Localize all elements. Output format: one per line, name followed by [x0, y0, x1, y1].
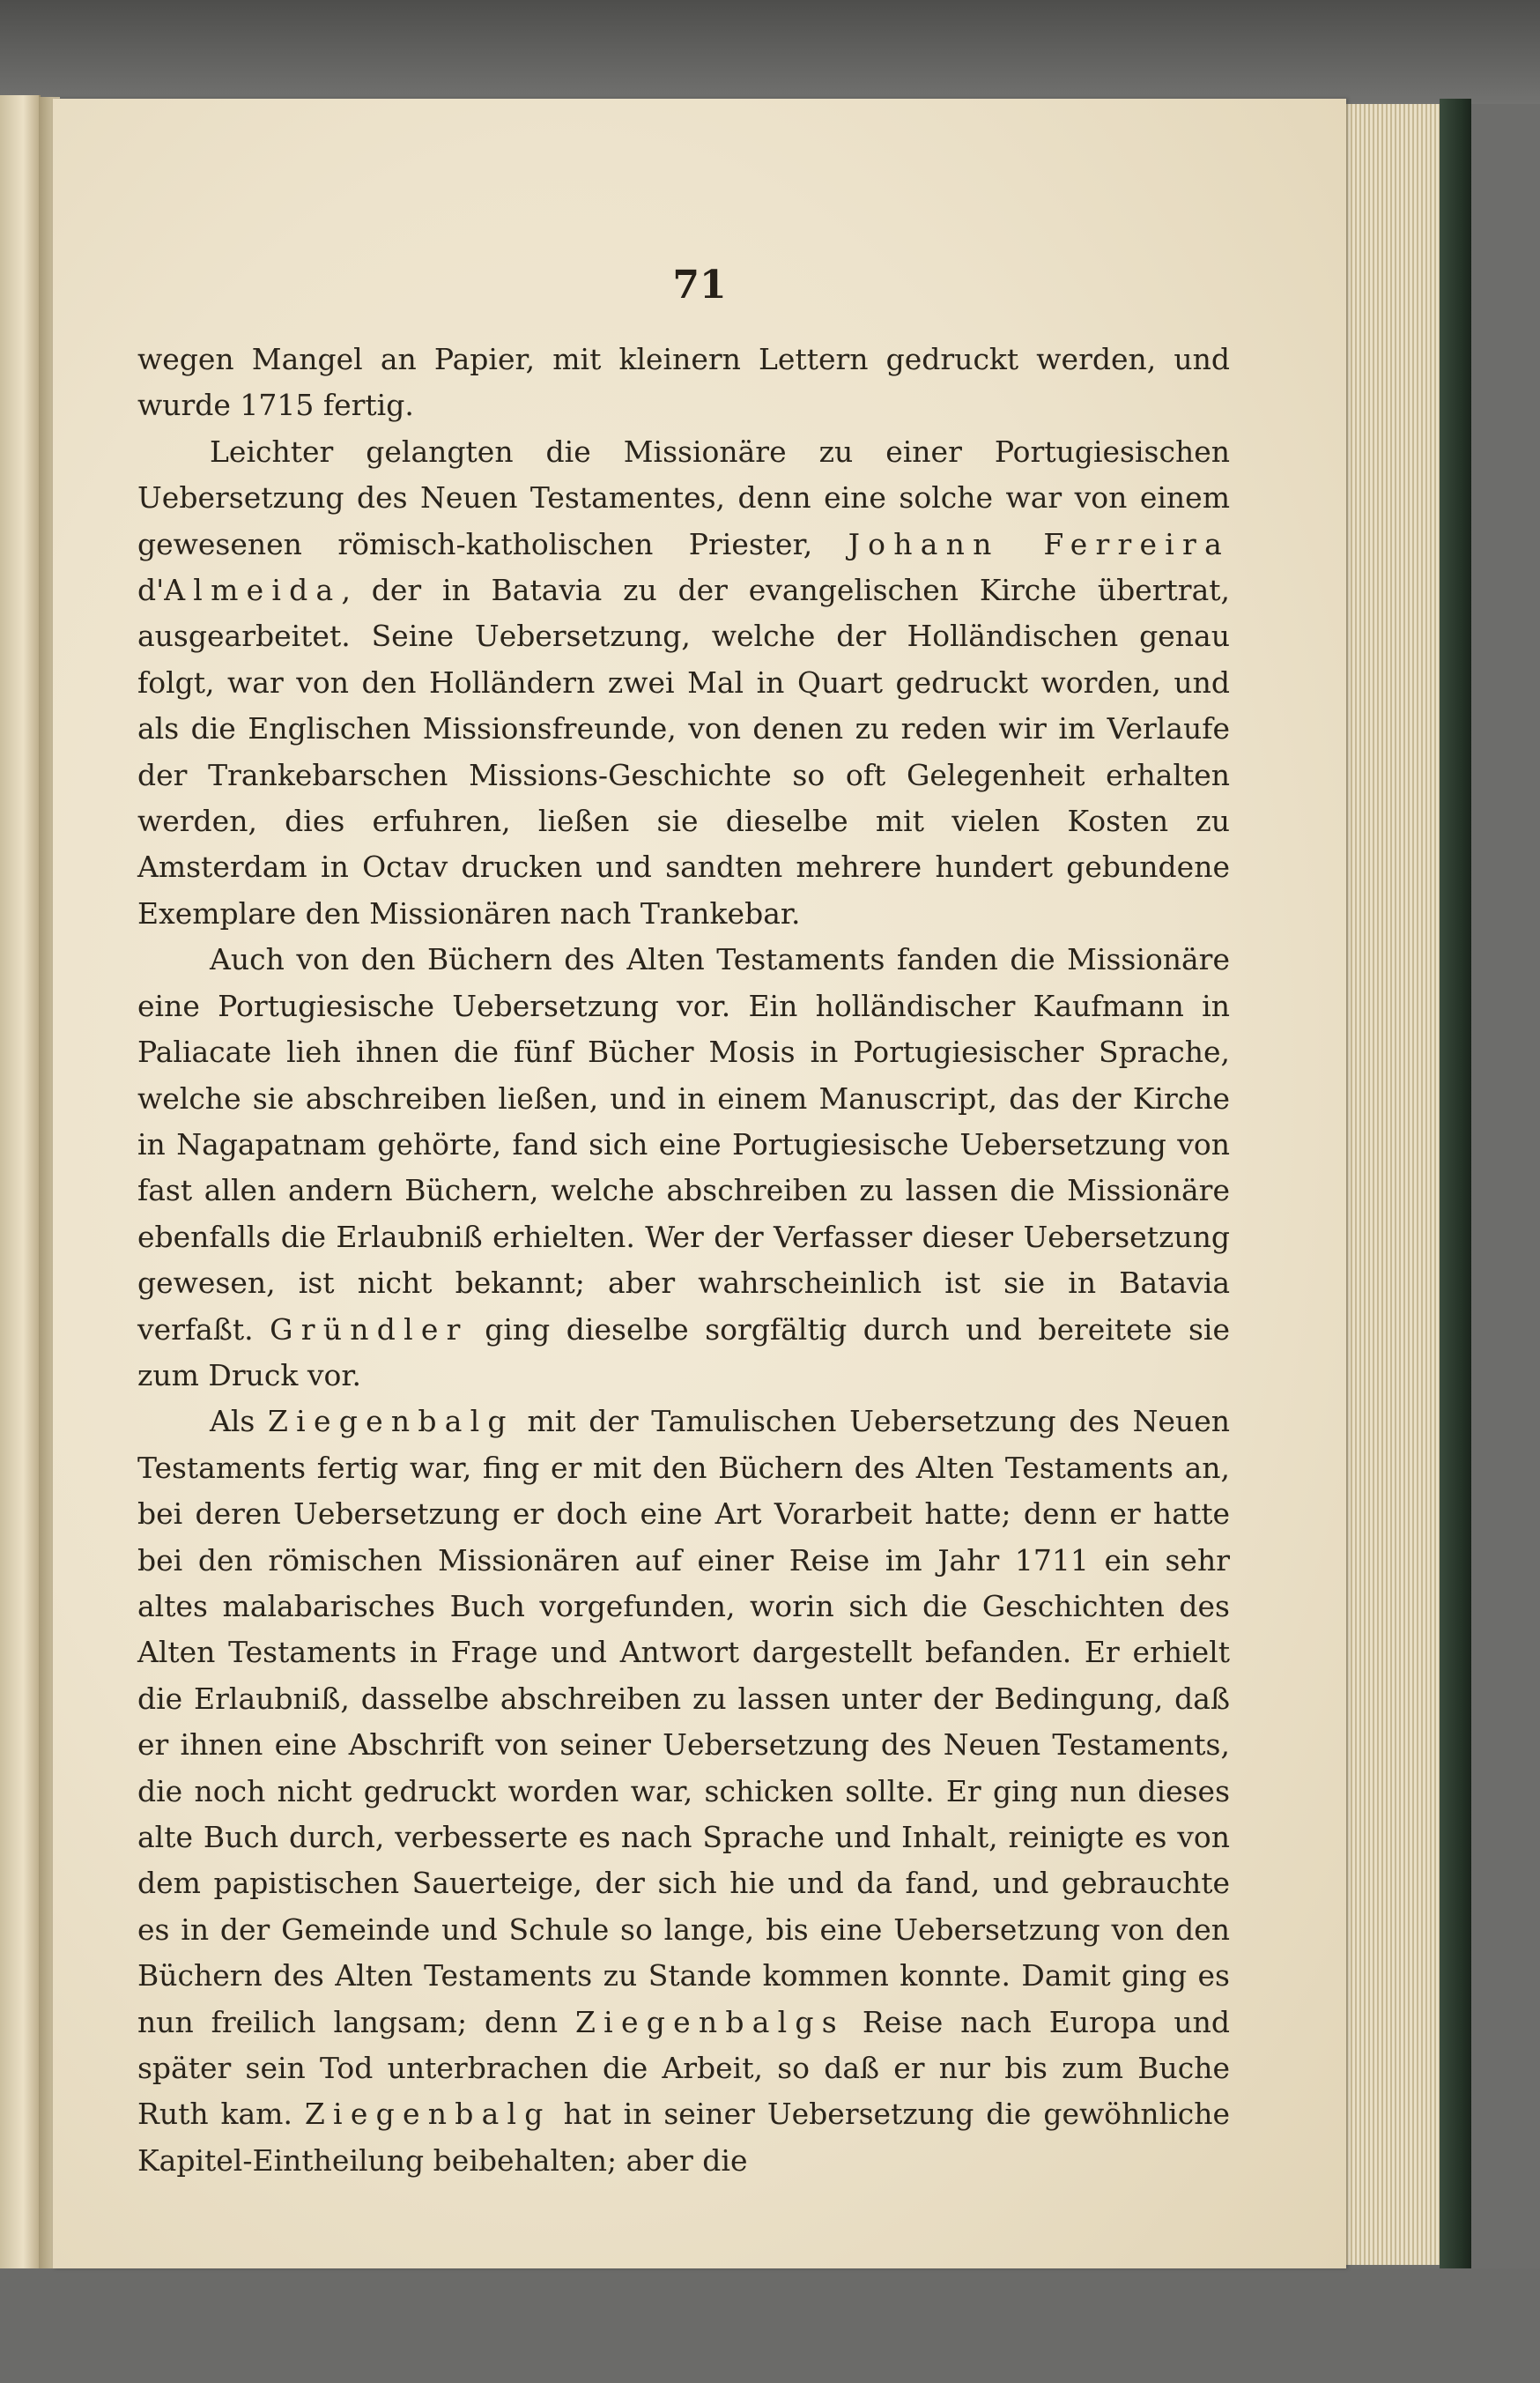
paragraph: [137, 1399, 1230, 2184]
scan-background-top: [0, 0, 1540, 104]
spaced-name: Johann Ferreira: [848, 526, 1230, 561]
text-run: wegen Mangel an Papier, mit kleinern Lettern gedruckt werden, und wurde 1715 fertig.: [137, 342, 1230, 423]
text-run: , der in Batavia zu der evangelischen Kirche übertrat, ausgearbeitet. Seine Uebersetzung, welche der Holländischen genau folgt, war von den Holländern zwei Mal in Quart gedruckt worden, und als die Englischen Missionsfreunde, von denen zu reden wir im Verlaufe der Trankebarschen Missions-Geschichte so oft Gelegenheit erhalten werden, dies erfuhren, ließen sie dieselbe mit vielen Kosten zu Amsterdam in Octav drucken und sandten mehrere hundert gebundene Exemplare den Missionären nach Trankebar.: [137, 573, 1230, 931]
book-page: [53, 99, 1346, 2268]
spaced-name: Almeida: [164, 573, 342, 608]
facing-page-edge: [0, 95, 41, 2270]
text-run: Auch von den Büchern des Alten Testaments fanden die Missionäre eine Portugiesische Uebersetzung vor. Ein holländischer Kaufmann in Paliacate lieh ihnen die fünf Bücher Mosis in Portugiesischer Sprache, welche sie abschreiben ließen, und in einem Manuscript, das der Kirche in Nagapatnam gehörte, fand sich eine Portugiesische Uebersetzung von fast allen andern Büchern, welche abschreiben zu lassen die Missionäre ebenfalls die Erlaubniß erhielten. Wer der Verfasser dieser Uebersetzung gewesen, ist nicht bekannt; aber wahrscheinlich ist sie in Batavia verfaßt.: [137, 942, 1230, 1347]
text-run: Reise nach Europa und später sein Tod unterbrachen die Arbeit, so daß er nur bis zum Buche Ruth kam.: [137, 2004, 1230, 2132]
page-number: 71: [672, 263, 727, 308]
text-run: d': [137, 573, 165, 608]
text-run: ging dieselbe sorgfältig durch und bereitete sie zum Druck vor.: [137, 1311, 1230, 1392]
page-stack-edges: [1330, 104, 1442, 2265]
paragraph: [137, 937, 1230, 1399]
spaced-name: Gründler: [270, 1311, 469, 1347]
paragraph: [137, 337, 1230, 429]
book-cover-edge: [1440, 99, 1471, 2275]
spaced-name: Ziegenbalgs: [575, 2004, 845, 2039]
text-run: Als: [210, 1404, 268, 1439]
text-run: mit der Tamulischen Uebersetzung des Neuen Testaments fertig war, fing er mit den Büchern des Alten Testaments an, bei deren Uebersetzung er doch eine Art Vorarbeit hatte; denn er hatte bei den römischen Missionären auf einer Reise im Jahr 1711 ein sehr altes malabarisches Buch vorgefunden, worin sich die Geschichten des Alten Testaments in Frage und Antwort dargestellt befanden. Er erhielt die Erlaubniß, dasselbe abschreiben zu lassen unter der Bedingung, daß er ihnen eine Abschrift von seiner Uebersetzung des Neuen Testaments, die noch nicht gedruckt worden war, schicken sollte. Er ging nun dieses alte Buch durch, verbesserte es nach Sprache und Inhalt, reinigte es von dem papistischen Sauerteige, der sich hie und da fand, und gebrauchte es in der Gemeinde und Schule so lange, bis eine Uebersetzung von den Büchern des Alten Testaments zu Stande kommen konnte. Damit ging es nun freilich langsam; denn: [137, 1404, 1231, 2039]
text-run: Leichter gelangten die Missionäre zu einer Portugiesischen Uebersetzung des Neuen Testamentes, denn eine solche war von einem gewesenen römisch-katholischen Priester,: [137, 434, 1230, 561]
spaced-name: Ziegenbalg: [304, 2097, 552, 2132]
paragraph: [137, 429, 1230, 937]
spaced-name: Ziegenbalg: [267, 1404, 515, 1439]
body-text: [137, 337, 1230, 2184]
scan-background-bottom: [0, 2268, 1540, 2383]
text-run: hat in seiner Uebersetzung die gewöhnliche Kapitel-Eintheilung beibehalten; aber die: [137, 2097, 1230, 2178]
